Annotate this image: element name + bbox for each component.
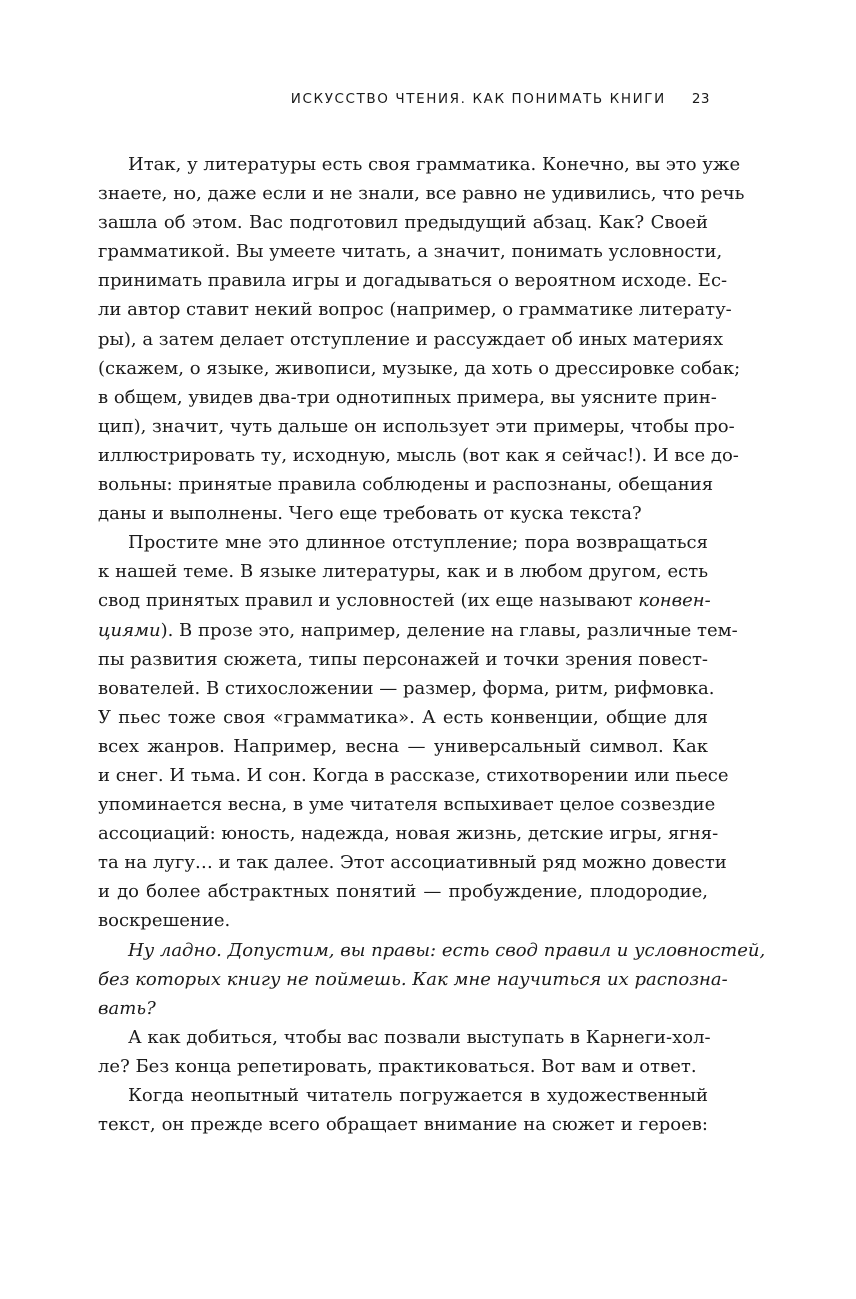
text-line: ассоциаций: юность, надежда, новая жизнь, детские игры, ягня- bbox=[98, 823, 719, 845]
text-line: текст, он прежде всего обращает внимание на сюжет и героев: bbox=[98, 1114, 708, 1136]
text-line: циями). В прозе это, например, деление на главы, различные тем- bbox=[98, 619, 738, 641]
text-line: цип), значит, чуть дальше он использует эти примеры, чтобы про- bbox=[98, 415, 735, 437]
text-line: иллюстрировать ту, исходную, мысль (вот как я сейчас!). И все до- bbox=[98, 444, 739, 466]
italic-question-line: без которых книгу не поймешь. Как мне научиться их распозна- bbox=[98, 968, 728, 990]
text-line: всех жанров. Например, весна — универсальный символ. Как bbox=[98, 735, 708, 757]
text-line: грамматикой. Вы умеете читать, а значит, понимать условности, bbox=[98, 241, 723, 263]
italic-question-line: Ну ладно. Допустим, вы правы: есть свод правил и условностей, bbox=[128, 939, 766, 961]
italic-question-line: вать? bbox=[98, 997, 156, 1019]
text-line: и снег. И тьма. И сон. Когда в рассказе, стихотворении или пьесе bbox=[98, 764, 729, 786]
text-line: принимать правила игры и догадываться о вероятном исходе. Ес- bbox=[98, 270, 728, 292]
text-line: вователей. В стихосложении — размер, форма, ритм, рифмовка. bbox=[98, 677, 715, 699]
text-line: упоминается весна, в уме читателя вспыхивает целое созвездие bbox=[98, 794, 716, 816]
text-line: зашла об этом. Вас подготовил предыдущий абзац. Как? Своей bbox=[98, 212, 708, 234]
text-line: знаете, но, даже если и не знали, все равно не удивились, что речь bbox=[98, 183, 745, 205]
text-line: ры), а затем делает отступление и рассуждает об иных материях bbox=[98, 328, 724, 350]
italic-term: конвен- bbox=[638, 590, 711, 612]
running-head bbox=[98, 91, 710, 107]
page-number: 23 bbox=[691, 91, 710, 107]
book-title: ИСКУССТВО ЧТЕНИЯ. КАК ПОНИМАТЬ КНИГИ bbox=[290, 91, 666, 107]
body-text bbox=[98, 150, 766, 1139]
text-line: Итак, у литературы есть своя грамматика. Конечно, вы это уже bbox=[128, 154, 741, 175]
text-line: даны и выполнены. Чего еще требовать от куска текста? bbox=[98, 503, 642, 525]
text-line: воскрешение. bbox=[98, 910, 231, 932]
text-line: ли автор ставит некий вопрос (например, о грамматике литерату- bbox=[98, 299, 732, 321]
text-line: пы развития сюжета, типы персонажей и точки зрения повест- bbox=[98, 648, 708, 670]
text-line: к нашей теме. В языке литературы, как и в любом другом, есть bbox=[98, 561, 708, 583]
text-line: Когда неопытный читатель погружается в художественный bbox=[128, 1085, 708, 1106]
text-line: ле? Без конца репетировать, практиковаться. Вот вам и ответ. bbox=[98, 1055, 697, 1077]
text-line: и до более абстрактных понятий — пробуждение, плодородие, bbox=[98, 881, 708, 903]
text-line: А как добиться, чтобы вас позвали выступать в Карнеги-хол- bbox=[128, 1026, 711, 1048]
text-line: (скажем, о языке, живописи, музыке, да хоть о дрессировке собак; bbox=[98, 357, 741, 379]
text-line: та на лугу… и так далее. Этот ассоциативный ряд можно довести bbox=[98, 852, 727, 874]
text-line: вольны: принятые правила соблюдены и распознаны, обещания bbox=[98, 474, 714, 496]
text-line: свод принятых правил и условностей (их еще называют конвен- bbox=[98, 590, 711, 612]
text-line: в общем, увидев два-три однотипных примера, вы уясните прин- bbox=[98, 386, 717, 408]
italic-term: циями bbox=[98, 619, 161, 641]
text-line: У пьес тоже своя «грамматика». А есть конвенции, общие для bbox=[98, 706, 708, 728]
text-line: Простите мне это длинное отступление; пора возвращаться bbox=[128, 532, 708, 554]
